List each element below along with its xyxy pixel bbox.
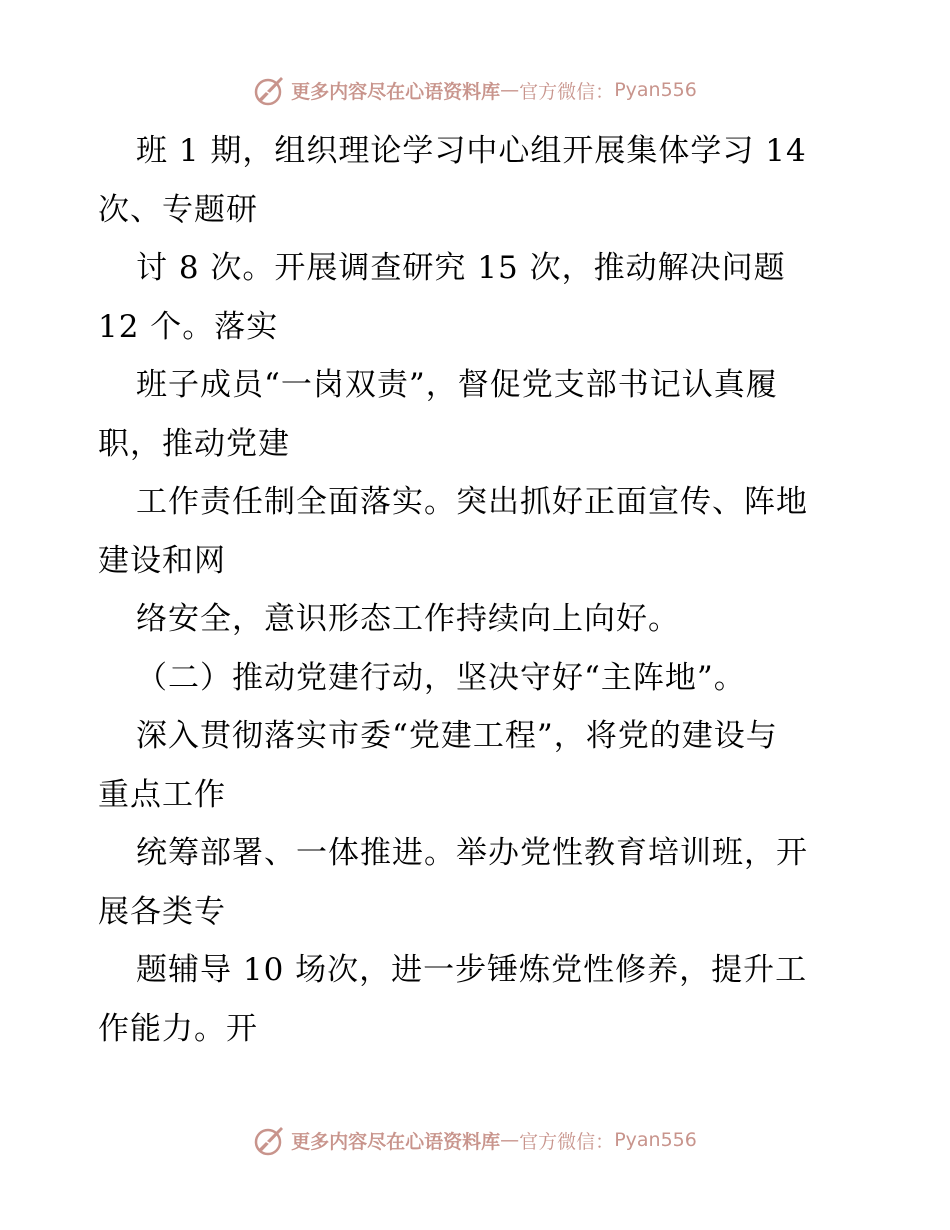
watermark-dash: — xyxy=(500,1129,520,1151)
text-line: 深入贯彻落实市委“党建工程”，将党的建设与 xyxy=(136,718,778,754)
text-line: 建设和网 xyxy=(98,542,226,579)
text-line: 展各类专 xyxy=(98,893,226,930)
watermark-official: 官方微信： xyxy=(519,1130,615,1153)
watermark-id: Pyan556 xyxy=(614,79,697,101)
text-line: 重点工作 xyxy=(98,776,226,813)
watermark-header xyxy=(0,70,950,110)
text-line: 次、专题研 xyxy=(98,191,258,228)
text-line: 职，推动党建 xyxy=(98,425,290,462)
text-line: 题辅导 10 场次，进一步锤炼党性修养，提升工 xyxy=(136,952,808,988)
text-line: 12 个。落实 xyxy=(98,308,279,345)
text-line: 班 1 期，组织理论学习中心组开展集体学习 14 xyxy=(136,133,807,169)
text-line: 络安全，意识形态工作持续向上向好。 xyxy=(136,601,680,637)
text-line: 工作责任制全面落实。突出抓好正面宣传、阵地 xyxy=(136,484,808,520)
text-line: 班子成员“一岗双责”，督促党支部书记认真履 xyxy=(136,367,778,403)
watermark-brand: 更多内容尽在心语资料库 xyxy=(291,80,501,103)
document-body xyxy=(98,122,854,1058)
watermark-official: 官方微信： xyxy=(519,80,615,103)
text-line: 作能力。开 xyxy=(98,1010,258,1047)
text-line: 统筹部署、一体推进。举办党性教育培训班，开 xyxy=(136,835,808,871)
quill-pen-icon xyxy=(253,1123,287,1157)
watermark-id: Pyan556 xyxy=(614,1129,697,1151)
watermark-brand: 更多内容尽在心语资料库 xyxy=(291,1130,501,1153)
text-line: 讨 8 次。开展调查研究 15 次，推动解决问题 xyxy=(136,250,786,286)
section-heading: （二）推动党建行动，坚决守好“主阵地”。 xyxy=(136,659,746,696)
quill-pen-icon xyxy=(253,73,287,107)
watermark-dash: — xyxy=(500,79,520,101)
watermark-footer xyxy=(0,1120,950,1160)
